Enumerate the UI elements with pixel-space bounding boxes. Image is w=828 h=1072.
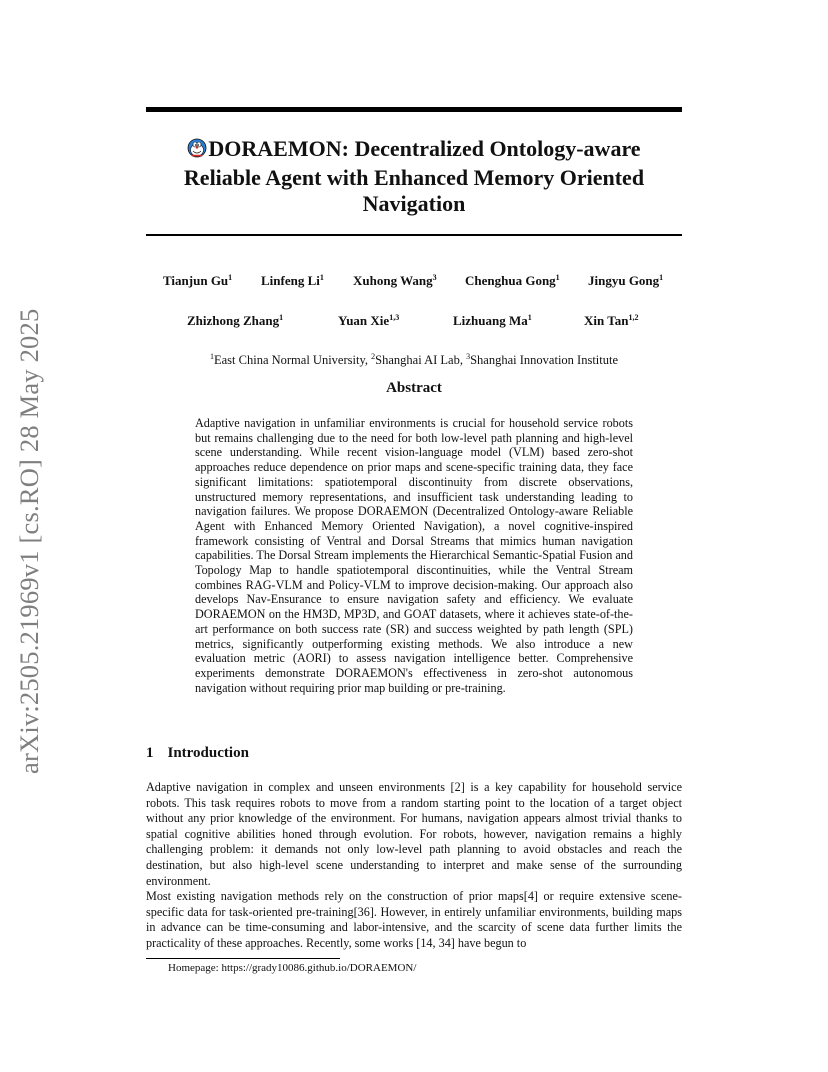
section-number: 1: [146, 745, 154, 761]
arxiv-watermark: arXiv:2505.21969v1 [cs.RO] 28 May 2025: [14, 308, 44, 774]
title-line-3: Navigation: [362, 191, 466, 216]
section-title: Introduction: [167, 745, 249, 761]
footnote-homepage[interactable]: Homepage: https://grady10086.github.io/DORAEMON/: [168, 962, 417, 974]
author-name: Chenghua Gong$^1$: [465, 273, 560, 288]
title-rule-top: [146, 107, 682, 112]
author-name: Xin Tan$^{1,2}$: [584, 313, 639, 328]
title-line-2: Reliable Agent with Enhanced Memory Oriented: [183, 164, 645, 190]
doraemon-logo-icon: [187, 138, 207, 165]
abstract-heading: Abstract: [386, 380, 442, 396]
section-heading: [146, 745, 249, 762]
author-name: Xuhong Wang$^3$: [353, 273, 437, 288]
author-name: Jingyu Gong$^1$: [588, 273, 664, 288]
intro-paragraph-1: Adaptive navigation in complex and unseen environments [2] is a key capability for household service robots. This task requires robots to move from a random starting point to the location of a target object without any prior knowledge of the environment. For humans, navigation appears almost trivial thanks to spatial cognitive abilities honed through evolution. For robots, however, navigation remains a highly challenging problem: it demands not only low-level path planning to avoid obstacles and reach the destination, but also high-level scene understanding to interpret and make sense of the surrounding environment.: [146, 780, 682, 888]
author-name: Linfeng Li$^1$: [261, 273, 324, 288]
paper-title: [146, 136, 682, 218]
footnote-rule: [146, 958, 340, 959]
author-name: Tianjun Gu$^1$: [163, 273, 233, 288]
affiliations: $^1$East China Normal University, $^2$Shanghai AI Lab, $^3$Shanghai Innovation Institute: [209, 352, 619, 367]
author-name: Yuan Xie$^{1,3}$: [338, 313, 400, 328]
author-name: Zhizhong Zhang$^1$: [187, 313, 284, 328]
title-line-1: DORAEMON: Decentralized Ontology-aware: [146, 136, 682, 165]
abstract-text: Adaptive navigation in unfamiliar environments is crucial for household service robots but remains challenging due to the need for both low-level path planning and high-level scene understanding. While recent vision-language model (VLM) based zero-shot approaches reduce dependence on prior maps and scene-specific training data, they face significant limitations: spatiotemporal discontinuity from discrete observations, unstructured memory representations, and insufficient task understanding leading to navigation failures. We propose DORAEMON (Decentralized Ontology-aware Reliable Agent with Enhanced Memory Oriented Navigation), a novel cognitive-inspired framework consisting of Ventral and Dorsal Streams that mimics human navigation capabilities. The Dorsal Stream implements the Hierarchical Semantic-Spatial Fusion and Topology Map to handle spatiotemporal discontinuities, while the Ventral Stream combines RAG-VLM and Policy-VLM to improve decision-making. Our approach also develops Nav-Ensurance to ensure navigation safety and efficiency. We evaluate DORAEMON on the HM3D, MP3D, and GOAT datasets, where it achieves state-of-the-art performance on both success rate (SR) and success weighted by path length (SPL) metrics, significantly outperforming existing methods. We also introduce a new evaluation metric (AORI) to assess navigation intelligence better. Comprehensive experiments demonstrate DORAEMON's effectiveness in zero-shot autonomous navigation without requiring prior map building or pre-training.: [195, 416, 633, 695]
intro-paragraph-2: Most existing navigation methods rely on the construction of prior maps[4] or require extensive scene-specific data for task-oriented pre-training[36]. However, in entirely unfamiliar environments, building maps in advance can be time-consuming and labor-intensive, and the scarcity of scene data further limits the practicality of these approaches. Recently, some works [14, 34] have begun to: [146, 889, 682, 950]
author-name: Lizhuang Ma$^1$: [453, 313, 532, 328]
title-rule-bottom: [146, 234, 682, 236]
